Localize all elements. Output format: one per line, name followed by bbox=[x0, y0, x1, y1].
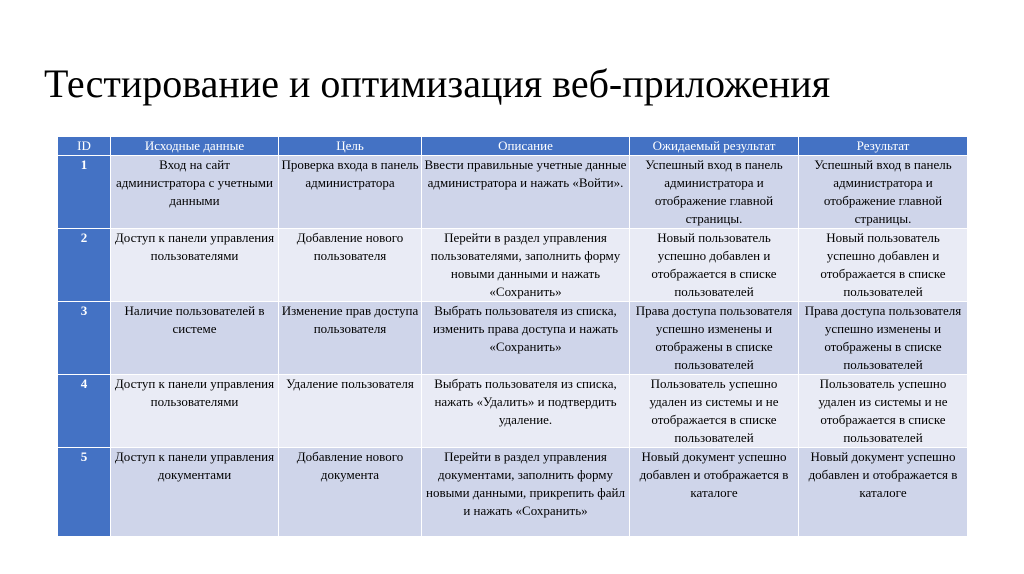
cell-id: 1 bbox=[58, 156, 111, 229]
table-row bbox=[58, 448, 968, 537]
header-expected-result: Ожидаемый результат bbox=[630, 137, 799, 156]
cell-id: 3 bbox=[58, 302, 111, 375]
cell-input-data: Доступ к панели управления документами bbox=[111, 448, 279, 537]
cell-input-data: Вход на сайт администратора с учетными данными bbox=[111, 156, 279, 229]
cell-result: Новый документ успешно добавлен и отображается в каталоге bbox=[799, 448, 968, 537]
table-row bbox=[58, 156, 968, 229]
cell-description: Перейти в раздел управления документами, заполнить форму новыми данными, прикрепить файл и нажать «Сохранить» bbox=[422, 448, 630, 537]
cell-expected-result: Успешный вход в панель администратора и отображение главной страницы. bbox=[630, 156, 799, 229]
slide-title: Тестирование и оптимизация веб-приложения bbox=[44, 61, 831, 106]
cell-goal: Добавление нового пользователя bbox=[279, 229, 422, 302]
cell-expected-result: Права доступа пользователя успешно изменены и отображены в списке пользователей bbox=[630, 302, 799, 375]
cell-id: 4 bbox=[58, 375, 111, 448]
cell-result: Права доступа пользователя успешно изменены и отображены в списке пользователей bbox=[799, 302, 968, 375]
header-goal: Цель bbox=[279, 137, 422, 156]
cell-description: Выбрать пользователя из списка, нажать «Удалить» и подтвердить удаление. bbox=[422, 375, 630, 448]
cell-input-data: Наличие пользователей в системе bbox=[111, 302, 279, 375]
cell-goal: Добавление нового документа bbox=[279, 448, 422, 537]
cell-goal: Проверка входа в панель администратора bbox=[279, 156, 422, 229]
cell-id: 2 bbox=[58, 229, 111, 302]
cell-expected-result: Новый пользователь успешно добавлен и отображается в списке пользователей bbox=[630, 229, 799, 302]
table-row bbox=[58, 302, 968, 375]
cell-input-data: Доступ к панели управления пользователями bbox=[111, 229, 279, 302]
table-row bbox=[58, 375, 968, 448]
header-description: Описание bbox=[422, 137, 630, 156]
header-id: ID bbox=[58, 137, 111, 156]
cell-input-data: Доступ к панели управления пользователями bbox=[111, 375, 279, 448]
cell-expected-result: Новый документ успешно добавлен и отображается в каталоге bbox=[630, 448, 799, 537]
table-row bbox=[58, 229, 968, 302]
cell-id: 5 bbox=[58, 448, 111, 537]
cell-result: Пользователь успешно удален из системы и не отображается в списке пользователей bbox=[799, 375, 968, 448]
cell-description: Ввести правильные учетные данные администратора и нажать «Войти». bbox=[422, 156, 630, 229]
cell-description: Выбрать пользователя из списка, изменить права доступа и нажать «Сохранить» bbox=[422, 302, 630, 375]
cell-result: Новый пользователь успешно добавлен и отображается в списке пользователей bbox=[799, 229, 968, 302]
cell-goal: Удаление пользователя bbox=[279, 375, 422, 448]
header-input-data: Исходные данные bbox=[111, 137, 279, 156]
cell-result: Успешный вход в панель администратора и отображение главной страницы. bbox=[799, 156, 968, 229]
header-result: Результат bbox=[799, 137, 968, 156]
cell-description: Перейти в раздел управления пользователями, заполнить форму новыми данными и нажать «Сохранить» bbox=[422, 229, 630, 302]
cell-goal: Изменение прав доступа пользователя bbox=[279, 302, 422, 375]
cell-expected-result: Пользователь успешно удален из системы и не отображается в списке пользователей bbox=[630, 375, 799, 448]
table-header-row bbox=[58, 137, 968, 156]
test-cases-table bbox=[57, 137, 968, 537]
